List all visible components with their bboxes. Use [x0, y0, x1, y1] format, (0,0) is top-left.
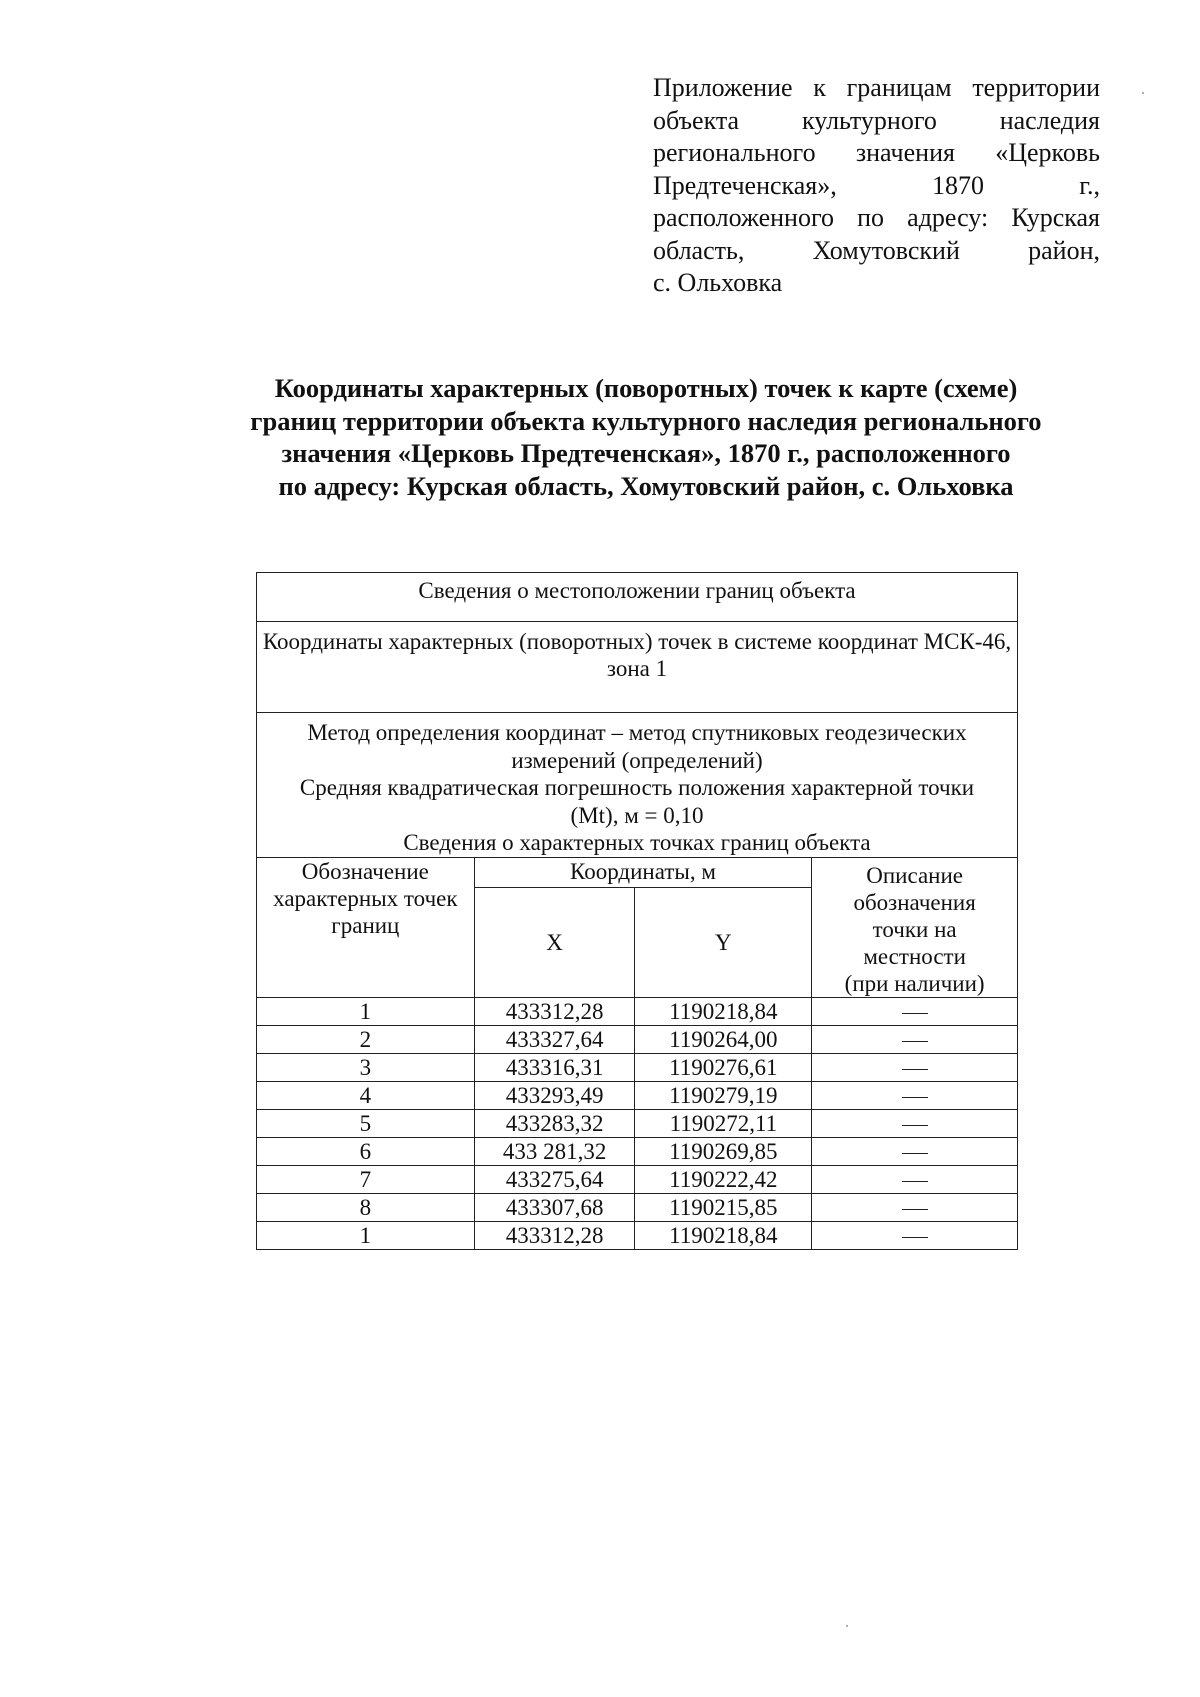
appendix-line: расположенного по адресу: Курская [653, 203, 1100, 232]
dash-mark [902, 1097, 928, 1098]
table-row [257, 1110, 1018, 1138]
accuracy-line: Средняя квадратическая погрешность положения характерной точки [299, 775, 975, 800]
y-cell: 1190276,61 [635, 1054, 812, 1082]
x-cell: 433316,31 [474, 1054, 635, 1082]
y-cell: 1190269,85 [635, 1138, 812, 1166]
dash-mark [902, 1237, 928, 1238]
point-cell: 8 [257, 1194, 475, 1222]
description-cell [812, 1110, 1018, 1138]
point-cell: 5 [257, 1110, 475, 1138]
x-cell: 433312,28 [474, 1222, 635, 1250]
appendix-line: Приложение к границам территории [653, 73, 1100, 102]
y-cell: 1190222,42 [635, 1166, 812, 1194]
title-line: Координаты характерных (поворотных) точек к карте (схеме) [274, 373, 1018, 403]
section-method [257, 713, 1018, 858]
scan-speck [846, 1625, 848, 1627]
document-title [190, 372, 1102, 502]
x-cell: 433307,68 [474, 1194, 635, 1222]
description-cell [812, 1054, 1018, 1082]
x-cell: 433312,28 [474, 998, 635, 1026]
title-line: границ территории объекта культурного наследия регионального [250, 405, 1042, 436]
table-row [257, 1026, 1018, 1054]
table-row [257, 1222, 1018, 1250]
appendix-line: Предтеченская», 1870 г., [653, 170, 1100, 200]
y-cell: 1190215,85 [635, 1194, 812, 1222]
title-line: по адресу: Курская область, Хомутовский район, с. Ольховка [278, 470, 1014, 501]
x-cell: 433293,49 [474, 1082, 635, 1110]
column-x-header: X [474, 888, 635, 998]
table-section-row [257, 573, 1018, 622]
y-cell: 1190272,11 [635, 1110, 812, 1138]
appendix-line: регионального значения «Церковь [653, 138, 1100, 167]
point-cell: 1 [257, 998, 475, 1026]
description-header-line: (при наличии) [844, 971, 985, 996]
title-line: значения «Церковь Предтеченская», 1870 г., расположенного [281, 438, 1011, 468]
column-description-header [812, 858, 1018, 998]
y-cell: 1190279,19 [635, 1082, 812, 1110]
column-header-row [257, 858, 1018, 888]
section-coordinate-system: Координаты характерных (поворотных) точек в системе координат МСК-46, зона 1 [257, 622, 1018, 713]
point-cell: 3 [257, 1054, 475, 1082]
table-section-row [257, 622, 1018, 713]
appendix-note [653, 72, 1100, 300]
table-row [257, 1166, 1018, 1194]
dash-mark [902, 1125, 928, 1126]
dash-mark [902, 1181, 928, 1182]
appendix-line: область, Хомутовский район, [653, 235, 1100, 265]
point-cell: 2 [257, 1026, 475, 1054]
description-cell [812, 998, 1018, 1026]
column-point-header: Обозначение характерных точек границ [257, 858, 475, 998]
x-cell: 433327,64 [474, 1026, 635, 1054]
dash-mark [902, 1153, 928, 1154]
column-y-header: Y [635, 888, 812, 998]
y-cell: 1190218,84 [635, 1222, 812, 1250]
x-cell: 433283,32 [474, 1110, 635, 1138]
section-location-info: Сведения о местоположении границ объекта [257, 573, 1018, 622]
dash-mark [902, 1041, 928, 1042]
x-cell: 433275,64 [474, 1166, 635, 1194]
column-coords-header: Координаты, м [474, 858, 812, 888]
points-info-line: Сведения о характерных точках границ объекта [403, 830, 871, 855]
method-line: измерений (определений) [511, 747, 763, 773]
table-row [257, 1194, 1018, 1222]
description-cell [812, 1026, 1018, 1054]
method-line: Метод определения координат – метод спутниковых геодезических [307, 720, 967, 745]
description-cell [812, 1166, 1018, 1194]
appendix-line: объекта культурного наследия [653, 105, 1100, 135]
dash-mark [902, 1209, 928, 1210]
table-row [257, 1138, 1018, 1166]
description-cell [812, 1082, 1018, 1110]
dash-mark [902, 1013, 928, 1014]
coordinates-table [256, 572, 1018, 1250]
table-row [257, 1054, 1018, 1082]
scan-speck [1142, 92, 1144, 94]
y-cell: 1190218,84 [635, 998, 812, 1026]
point-cell: 1 [257, 1222, 475, 1250]
description-cell [812, 1138, 1018, 1166]
point-cell: 7 [257, 1166, 475, 1194]
description-header-line: Описание [866, 863, 963, 888]
y-cell: 1190264,00 [635, 1026, 812, 1054]
point-cell: 4 [257, 1082, 475, 1110]
description-header-line: местности [863, 944, 966, 969]
dash-mark [902, 1069, 928, 1070]
description-cell [812, 1194, 1018, 1222]
table-row [257, 1082, 1018, 1110]
appendix-line: с. Ольховка [653, 268, 783, 297]
table-row [257, 998, 1018, 1026]
accuracy-line: (Mt), м = 0,10 [570, 802, 704, 828]
table-section-row [257, 713, 1018, 858]
description-header-line: обозначения [853, 890, 976, 915]
description-cell [812, 1222, 1018, 1250]
description-header-line: точки на [872, 917, 957, 942]
x-cell: 433 281,32 [474, 1138, 635, 1166]
point-cell: 6 [257, 1138, 475, 1166]
